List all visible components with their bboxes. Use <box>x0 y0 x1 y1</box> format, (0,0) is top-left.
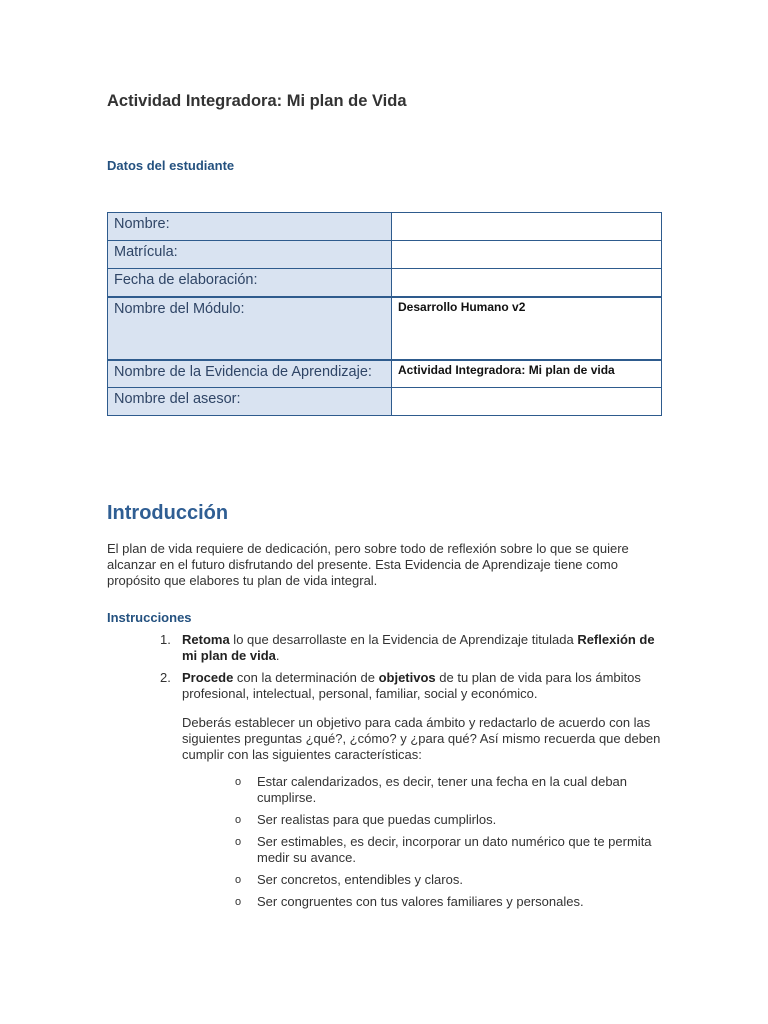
module-label: Nombre del Módulo: <box>108 297 392 360</box>
page-title: Actividad Integradora: Mi plan de Vida <box>107 92 407 110</box>
list-item <box>107 670 667 910</box>
student-data-table <box>107 212 662 416</box>
bullet-text: Estar calendarizados, es decir, tener una fecha en la cual deban cumplirse. <box>257 774 628 805</box>
step-text: lo que desarrollaste en la Evidencia de Aprendizaje titulada <box>229 632 578 647</box>
list-item <box>235 774 667 806</box>
step-bold-text: Reflexión de mi plan de vida <box>182 632 655 663</box>
list-item <box>235 834 667 866</box>
circle-bullet-icon: o <box>235 836 242 848</box>
circle-bullet-icon: o <box>235 814 242 826</box>
circle-bullet-icon: o <box>235 896 242 908</box>
instructions-list <box>107 632 667 916</box>
date-field[interactable] <box>392 269 662 297</box>
bullet-text: Ser estimables, es decir, incorporar un dato numérico que te permita medir su avance. <box>257 834 652 865</box>
list-item <box>235 894 667 910</box>
table-row <box>108 297 662 360</box>
introduction-heading: Introducción <box>107 502 229 524</box>
table-row <box>108 360 662 388</box>
bullet-text: Ser realistas para que puedas cumplirlos. <box>257 812 497 827</box>
advisor-field[interactable] <box>392 388 662 416</box>
bullet-text: Ser concretos, entendibles y claros. <box>257 872 463 887</box>
characteristics-list <box>182 774 667 910</box>
table-row <box>108 241 662 269</box>
evidence-label: Nombre de la Evidencia de Aprendizaje: <box>108 360 392 388</box>
list-item <box>235 812 667 828</box>
enrollment-field[interactable] <box>392 241 662 269</box>
circle-bullet-icon: o <box>235 776 242 788</box>
step-bold-text: objetivos <box>378 670 436 685</box>
date-label: Fecha de elaboración: <box>108 269 392 297</box>
enrollment-label: Matrícula: <box>108 241 392 269</box>
step-text: . <box>275 648 280 663</box>
instructions-heading: Instrucciones <box>107 610 192 625</box>
step-number: 1. <box>160 632 171 647</box>
list-item <box>235 872 667 888</box>
table-row <box>108 213 662 241</box>
step-bold-text: Retoma <box>182 632 230 647</box>
circle-bullet-icon: o <box>235 874 242 886</box>
evidence-value: Actividad Integradora: Mi plan de vida <box>392 360 662 388</box>
advisor-label: Nombre del asesor: <box>108 388 392 416</box>
name-field[interactable] <box>392 213 662 241</box>
table-row <box>108 269 662 297</box>
name-label: Nombre: <box>108 213 392 241</box>
step-text: de tu plan de vida para los ámbitos profesional, intelectual, personal, familiar, social y económico. <box>182 670 641 701</box>
step-text: con la determinación de <box>233 670 379 685</box>
step-paragraph: Deberás establecer un objetivo para cada ámbito y redactarlo de acuerdo con las siguientes preguntas ¿qué?, ¿cómo? y ¿para qué? Así mismo recuerda que deben cumplir con las siguientes características: <box>182 715 661 762</box>
student-data-heading: Datos del estudiante <box>107 158 235 173</box>
bullet-text: Ser congruentes con tus valores familiares y personales. <box>257 894 584 909</box>
introduction-text: El plan de vida requiere de dedicación, pero sobre todo de reflexión sobre lo que se quiere alcanzar en el futuro disfrutando del presente. Esta Evidencia de Aprendizaje tiene como propósito que elabores tu plan de vida integral. <box>107 541 629 588</box>
step-bold-text: Procede <box>182 670 234 685</box>
list-item <box>107 632 667 664</box>
module-value: Desarrollo Humano v2 <box>392 297 662 360</box>
step-number: 2. <box>160 670 171 685</box>
table-row <box>108 388 662 416</box>
